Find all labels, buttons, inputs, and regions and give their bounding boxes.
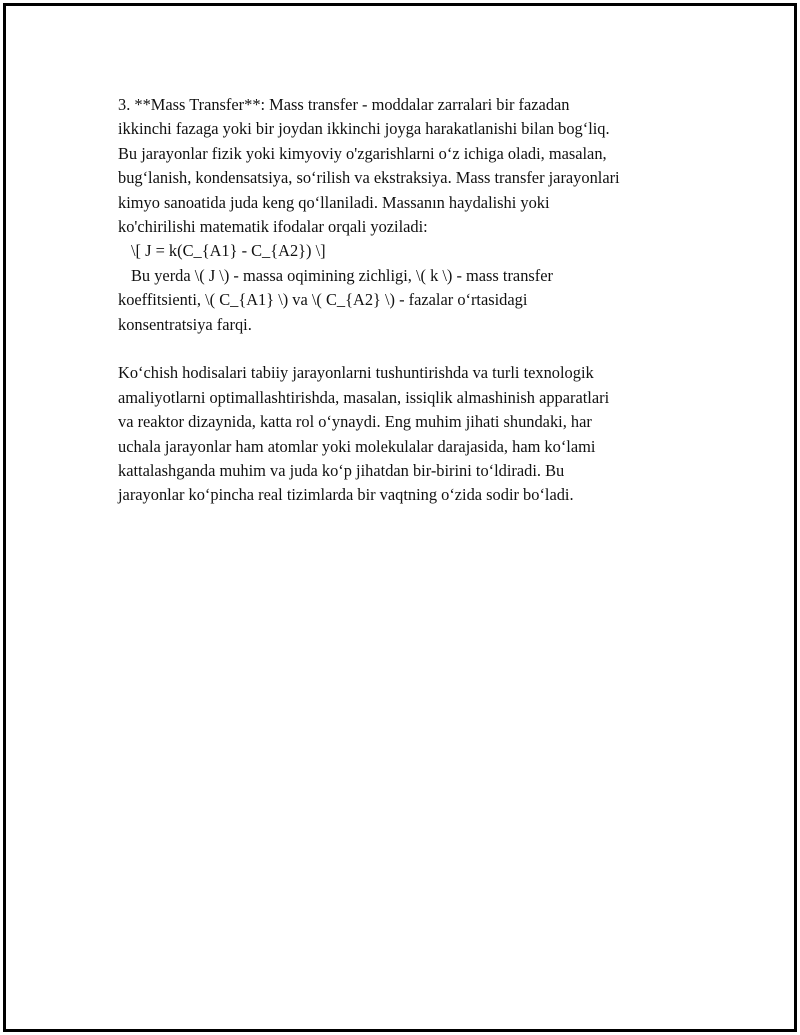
text-line: jarayonlar ko‘pincha real tizimlarda bir vaqtning o‘zida sodir bo‘ladi. — [118, 485, 574, 505]
paragraph-gap — [118, 337, 703, 361]
text-line: koeffitsienti, \( C_{A1} \) va \( C_{A2} \) - fazalar o‘rtasidagi — [118, 290, 528, 310]
text-line: Ko‘chish hodisalari tabiiy jarayonlarni tushuntirishda va turli texnologik — [118, 363, 594, 383]
text-line: va reaktor dizaynida, katta rol o‘ynaydi. Eng muhim jihati shundaki, har — [118, 412, 592, 432]
text-line: kattalashganda muhim va juda ko‘p jihatdan bir-birini to‘ldiradi. Bu — [118, 461, 565, 481]
document-body — [118, 93, 703, 508]
formula-line: \[ J = k(C_{A1} - C_{A2}) \] — [131, 241, 326, 261]
text-line: konsentratsiya farqi. — [118, 314, 252, 334]
text-line: ikkinchi fazaga yoki bir joydan ikkinchi joyga harakatlanishi bilan bog‘liq. — [118, 119, 610, 139]
text-line: uchala jarayonlar ham atomlar yoki molekulalar darajasida, ham ko‘lami — [118, 436, 596, 456]
text-line: Bu yerda \( J \) - massa oqimining zichligi, \( k \) - mass transfer — [131, 265, 553, 285]
text-line: kimyo sanoatida juda keng qo‘llaniladi. Massanın haydalishi yoki — [118, 192, 550, 212]
text-line: 3. **Mass Transfer**: Mass transfer - moddalar zarralari bir fazadan — [118, 95, 570, 114]
mass-transfer-section — [118, 93, 703, 337]
text-line: amaliyotlarni optimallashtirishda, masalan, issiqlik almashinish apparatlari — [118, 387, 610, 407]
summary-paragraph — [118, 361, 703, 507]
text-line: bug‘lanish, kondensatsiya, so‘rilish va ekstraksiya. Mass transfer jarayonlari — [118, 168, 620, 188]
text-line: Bu jarayonlar fizik yoki kimyoviy o'zgarishlarni o‘z ichiga oladi, masalan, — [118, 143, 607, 163]
text-line: ko'chirilishi matematik ifodalar orqali yoziladi: — [118, 217, 428, 237]
